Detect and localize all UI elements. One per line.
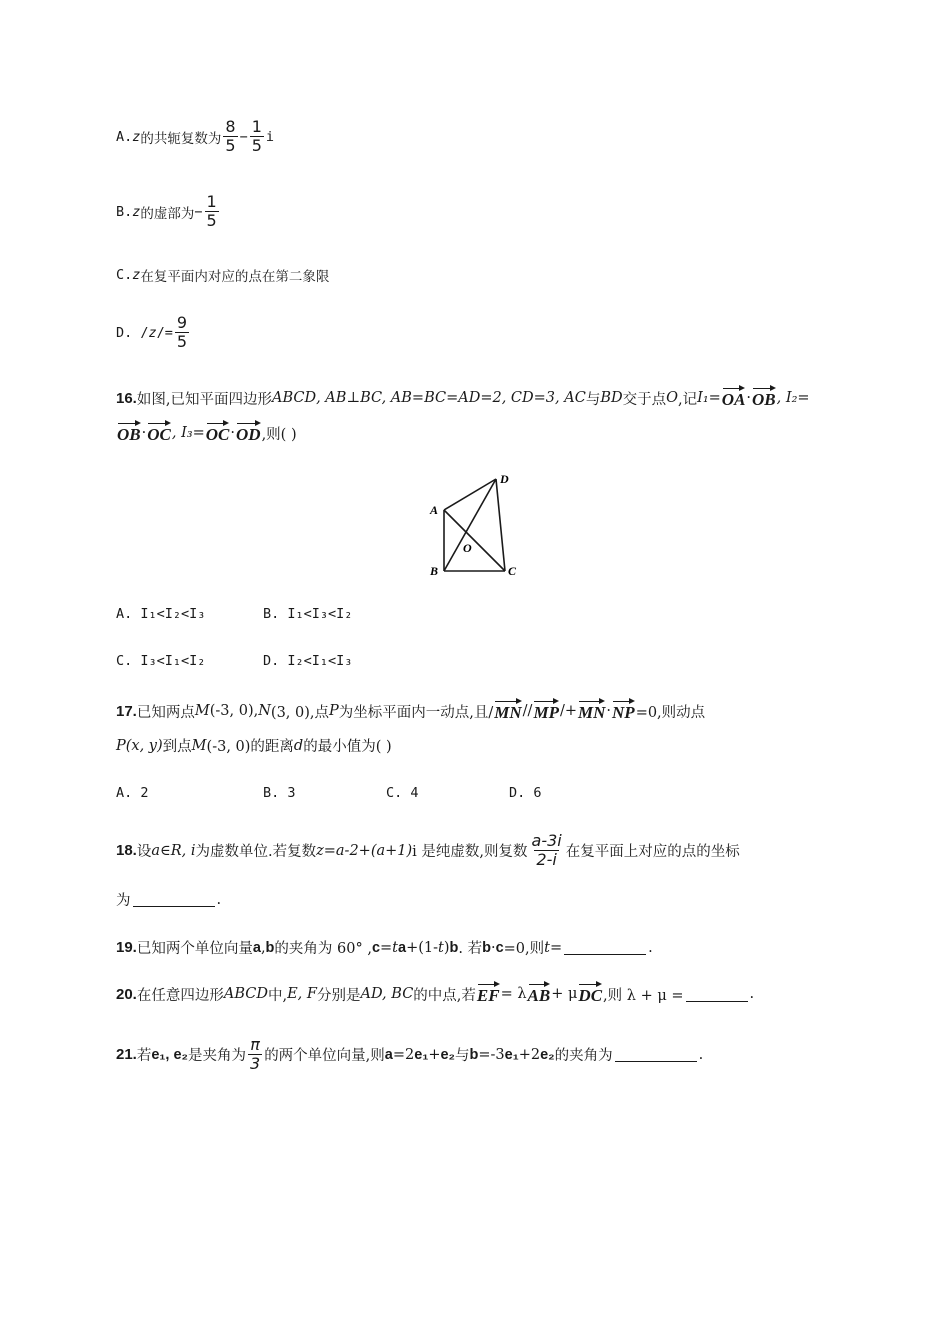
q16-option-d: D. I₂<I₁<I₃ [263, 653, 353, 669]
stem-text: 为 [116, 893, 131, 909]
stem-text: 设 [136, 844, 152, 860]
stem-text: ,则( ) [261, 426, 297, 443]
stem-text: ABCD [271, 390, 317, 406]
imaginary-unit: i [265, 128, 275, 145]
fraction-numerator: a-3i [531, 831, 562, 850]
q16-stem-line2 [116, 421, 297, 445]
stem-text: 在复平面上对应的点的坐标 [565, 844, 740, 860]
stem-text: ) [443, 939, 450, 956]
fraction-denominator: 5 [206, 211, 217, 230]
fraction-numerator: π [250, 1035, 260, 1054]
fraction-numerator: 8 [225, 117, 236, 136]
fraction [175, 314, 189, 351]
stem-text: =2 [392, 1046, 415, 1063]
stem-text: 已知两个单位向量 [136, 941, 253, 957]
q16-option-c: C. I₃<I₁<I₂ [116, 653, 206, 669]
vector-dc: DC [578, 982, 602, 1006]
vector-mp: MP [533, 699, 559, 723]
fraction-denominator: 3 [250, 1054, 261, 1073]
fraction [248, 1036, 262, 1073]
stem-text: +2 [518, 1046, 541, 1063]
stem-text: =0,则动点 [635, 704, 706, 721]
vector-a: a [384, 1046, 393, 1063]
stem-text: = [380, 939, 393, 956]
fraction-numerator: 9 [176, 313, 188, 332]
vector-ef: EF [477, 982, 500, 1006]
stem-text: 的夹角为 [554, 1048, 613, 1064]
stem-text: ABCD [223, 986, 268, 1002]
stem-text: // [522, 703, 533, 719]
vector-b: b [469, 1046, 479, 1063]
fraction-denominator: 5 [225, 136, 236, 155]
stem-text: 若 [136, 1048, 152, 1064]
stem-text: . [698, 1046, 704, 1063]
stem-text: 如图,已知平面四边形 [136, 391, 272, 408]
question-number: 18. [116, 842, 137, 859]
option-prefix: D. / [116, 324, 149, 341]
vector-b: b [482, 939, 491, 956]
stem-text: i 是纯虚数,则复数 [412, 844, 528, 860]
stem-text: 已知两点 [136, 704, 195, 721]
stem-text: M [194, 703, 210, 719]
fraction-denominator: 5 [251, 136, 262, 155]
stem-text: ,记 [677, 391, 698, 408]
vector-c: c [495, 939, 504, 956]
vector-ob: OB [117, 421, 141, 445]
stem-text: 的中点,若 [413, 987, 476, 1004]
unit-vectors: e₁, e₂ [151, 1046, 188, 1063]
stem-text: . [749, 986, 755, 1002]
segment-cd [496, 479, 505, 571]
question-number: 19. [116, 939, 137, 956]
stem-text: (-3, 0), [209, 703, 259, 719]
q15-option-c [116, 265, 329, 285]
stem-text: 中, [267, 987, 288, 1004]
dot-operator: · [230, 425, 236, 441]
q17-stem-line1 [116, 699, 705, 723]
stem-text: z=a-2+(a+1) [316, 842, 413, 859]
vector-oa: OA [722, 386, 746, 410]
stem-text: 是夹角为 [188, 1048, 246, 1064]
stem-text: ,则 λ + μ = [603, 987, 684, 1004]
stem-text: , I₃= [171, 425, 205, 441]
fraction-denominator: 2-i [536, 850, 557, 869]
variable-z: z [132, 203, 141, 220]
question-number: 20. [116, 985, 137, 1003]
stem-text: M [191, 737, 207, 754]
segment-da [444, 479, 496, 510]
dot-operator: · [746, 390, 752, 406]
stem-text: /+ [559, 703, 577, 719]
stem-text: 为坐标平面内一动点,且/ [338, 704, 494, 721]
vector-oc: OC [147, 421, 171, 445]
stem-text: = [549, 939, 563, 956]
stem-text: a∈R, i [151, 842, 196, 859]
vector-e2: e₂ [540, 1046, 555, 1063]
q17-option-b: B. 3 [263, 785, 296, 801]
stem-text: d [293, 737, 304, 754]
stem-text: 的最小值为( ) [303, 739, 392, 755]
stem-text: 到点 [162, 739, 192, 755]
answer-blank[interactable] [133, 892, 215, 907]
dot-operator: · [606, 703, 612, 719]
vector-ob: OB [752, 386, 776, 410]
stem-text: P(x, y) [116, 737, 163, 754]
stem-text: . [648, 939, 653, 956]
variable-z: z [132, 267, 141, 283]
stem-text: , [260, 939, 266, 956]
option-text: 的共轭复数为 [140, 130, 222, 147]
option-text: 的虚部为 [140, 205, 195, 222]
label-a: A [430, 503, 439, 517]
q17-option-d: D. 6 [509, 785, 542, 801]
vector-b: b [449, 939, 459, 956]
stem-text: 与 [585, 391, 601, 408]
variable-t: t [438, 939, 444, 956]
fraction-numerator: 1 [251, 117, 262, 136]
q17-option-c: C. 4 [386, 785, 419, 801]
stem-text: + [428, 1046, 441, 1063]
stem-text: 为虚数单位.若复数 [195, 844, 317, 860]
q19-stem [116, 937, 653, 958]
vector-oc: OC [206, 421, 230, 445]
stem-text: O [666, 390, 678, 406]
stem-text: 的夹角为 60° , [274, 941, 372, 957]
label-o: O [463, 541, 472, 555]
question-number: 16. [116, 389, 137, 407]
answer-blank[interactable] [615, 1047, 697, 1062]
stem-text: +(1- [406, 939, 439, 956]
q20-stem [116, 982, 754, 1006]
q18-stem-line1 [116, 832, 740, 869]
diagonal-ac [444, 510, 505, 571]
q17-option-a: A. 2 [116, 785, 149, 801]
vector-np: NP [612, 699, 635, 723]
label-d: D [500, 472, 509, 486]
q18-stem-line2 [116, 889, 221, 910]
fraction-numerator: 1 [206, 192, 217, 211]
dot-operator: · [141, 425, 147, 441]
stem-text: 分别是 [316, 987, 361, 1004]
q15-option-d [116, 314, 191, 351]
vector-b: b [265, 939, 275, 956]
stem-text: P [329, 703, 339, 719]
stem-text: E, F [287, 986, 317, 1002]
q17-stem-line2 [116, 735, 392, 756]
vector-e1: e₁ [414, 1046, 429, 1063]
option-prefix: A. [116, 128, 133, 145]
option-prefix: B. [116, 203, 133, 220]
q16-stem-line1 [116, 386, 810, 410]
answer-blank[interactable] [686, 987, 748, 1002]
question-number: 21. [116, 1046, 137, 1063]
stem-text: I₁= [697, 390, 721, 406]
fraction [223, 118, 237, 155]
diagonal-bd [444, 479, 496, 571]
answer-blank[interactable] [564, 940, 646, 955]
stem-text: (3, 0),点 [270, 704, 329, 721]
q16-option-b: B. I₁<I₃<I₂ [263, 606, 353, 622]
stem-text: , AB⊥BC, AB=BC=AD=2, CD=3, AC [316, 390, 586, 406]
option-text: 在复平面内对应的点在第二象限 [140, 269, 330, 285]
variable-z: z [148, 324, 157, 341]
stem-text: 在任意四边形 [136, 987, 224, 1004]
vector-e1: e₁ [504, 1046, 519, 1063]
q15-option-a [116, 118, 274, 155]
vector-mn: MN [494, 699, 521, 723]
minus-sign: − [194, 203, 203, 220]
vector-e2: e₂ [440, 1046, 455, 1063]
q16-option-a: A. I₁<I₂<I₃ [116, 606, 206, 622]
fraction [530, 832, 564, 869]
stem-text: . 若 [458, 941, 483, 957]
label-b: B [430, 564, 439, 578]
fraction-denominator: 5 [176, 332, 188, 351]
q15-option-b [116, 193, 221, 230]
label-c: C [508, 564, 517, 578]
option-prefix: C. [116, 267, 133, 283]
fraction [250, 118, 264, 155]
quadrilateral-figure [425, 465, 535, 585]
vector-ab: AB [528, 982, 551, 1006]
dot-operator: · [490, 939, 496, 956]
question-number: 17. [116, 702, 137, 720]
vector-a: a [398, 939, 407, 956]
fraction [205, 193, 219, 230]
stem-text: . [216, 891, 222, 908]
stem-text: 与 [454, 1048, 470, 1064]
minus-sign: − [239, 128, 248, 145]
vector-mn: MN [578, 699, 605, 723]
stem-text: AD, BC [360, 986, 414, 1002]
stem-text: 交于点 [622, 391, 667, 408]
vector-a: a [252, 939, 261, 956]
vector-c: c [371, 939, 381, 956]
variable-z: z [132, 128, 141, 145]
stem-text: , I₂= [776, 390, 810, 406]
stem-text: = λ [500, 986, 527, 1002]
stem-text: + μ [551, 986, 578, 1002]
option-text: /= [156, 324, 173, 341]
stem-text: =-3 [478, 1046, 505, 1063]
stem-text: 的两个单位向量,则 [264, 1048, 385, 1064]
variable-t: t [544, 939, 550, 956]
stem-text: N [258, 703, 271, 719]
stem-text: (-3, 0)的距离 [206, 739, 294, 755]
vector-od: OD [236, 421, 261, 445]
q21-stem [116, 1036, 703, 1073]
variable-t: t [392, 939, 398, 956]
stem-text: =0,则 [503, 941, 545, 957]
stem-text: BD [600, 390, 623, 406]
